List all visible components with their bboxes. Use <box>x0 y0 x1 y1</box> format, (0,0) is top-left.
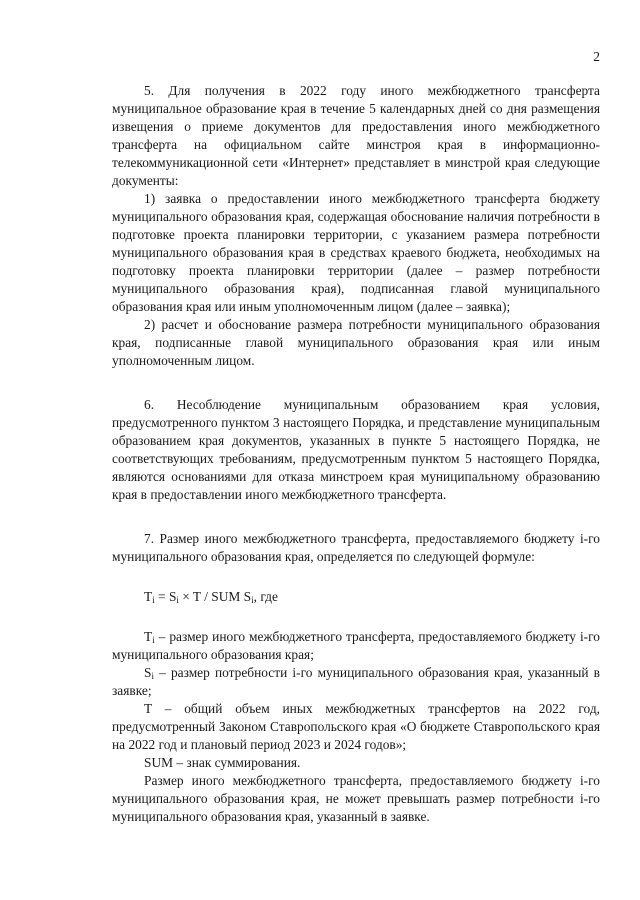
spacer <box>112 566 600 588</box>
definition-ti-symbol: T <box>144 629 153 644</box>
formula-sub-i: i <box>251 595 254 605</box>
definition-si-sub: i <box>151 671 154 681</box>
definition-si-symbol: S <box>144 665 152 680</box>
formula-sub-i: i <box>176 595 179 605</box>
section-5-item-2: 2) расчет и обоснование размера потребности муниципального образования края, подписанные главой муниципального образования края или иным уполномоченным лицом. <box>112 317 600 368</box>
definition-ti-sub: i <box>152 635 155 645</box>
section-7-limit: Размер иного межбюджетного трансферта, предоставляемого бюджету i-го муниципального образования края, не может превышать размер потребности i-го муниципального образования края, указанный в заявке. <box>112 773 600 824</box>
spacer <box>112 370 600 396</box>
section-5-intro: 5. Для получения в 2022 году иного межбюджетного трансферта муниципальное образование края в течение 5 календарных дней со дня размещения извещения о приеме документов для предоставления иного межбюджетного трансферта на официальном сайте минстроя края в информационно-телекоммуникационной сети «Интернет» представляет в минстрой края следующие документы: <box>112 83 600 188</box>
section-7-intro: 7. Размер иного межбюджетного трансферта, предоставляемого бюджету i-го муниципального образования края, определяется по следующей формуле: <box>112 531 600 564</box>
definition-si <box>112 664 600 700</box>
definition-sum: SUM – знак суммирования. <box>144 755 301 770</box>
section-6: 6. Несоблюдение муниципальным образованием края условия, предусмотренного пунктом 3 настоящего Порядка, и представление муниципальным образованием края документов, указанных в пункте 5 настоящего Порядка, не соответствующих требованиям, предусмотренным пунктом 5 настоящего Порядка, являются основаниями для отказа минстроем края муниципальному образованию края в предоставлении иного межбюджетного трансферта. <box>112 397 600 502</box>
spacer <box>112 504 600 530</box>
formula-tail: , где <box>253 589 278 604</box>
definition-si-text: – размер потребности i-го муниципального образования края, указанный в заявке; <box>112 665 600 698</box>
definition-t: T – общий объем иных межбюджетных трансфертов на 2022 год, предусмотренный Законом Ставропольского края «О бюджете Ставропольского края на 2022 год и плановый период 2023 и 2024 годов»; <box>112 701 600 752</box>
spacer <box>112 606 600 628</box>
formula <box>112 588 600 606</box>
document-body <box>112 82 600 826</box>
page-number: 2 <box>593 49 600 64</box>
formula-times-t-sum-s: × T / SUM S <box>178 589 252 604</box>
section-5-item-1: 1) заявка о предоставлении иного межбюджетного трансферта бюджету муниципального образования края, содержащая обоснование наличия потребности в подготовке проекта планировки территории, с указанием размера потребности муниципального образования края в средствах краевого бюджета, необходимых на подготовку проекта планировки территории (далее – размер потребности муниципального образования края), подписанная главой муниципального образования края или иным уполномоченным лицом (далее – заявка); <box>112 191 600 314</box>
formula-eq-s: = S <box>154 589 177 604</box>
definition-ti <box>112 628 600 664</box>
definition-ti-text: – размер иного межбюджетного трансферта, предоставляемого бюджету i-го муниципального образования края; <box>112 629 600 662</box>
formula-sub-i: i <box>152 595 155 605</box>
formula-t: T <box>144 589 153 604</box>
